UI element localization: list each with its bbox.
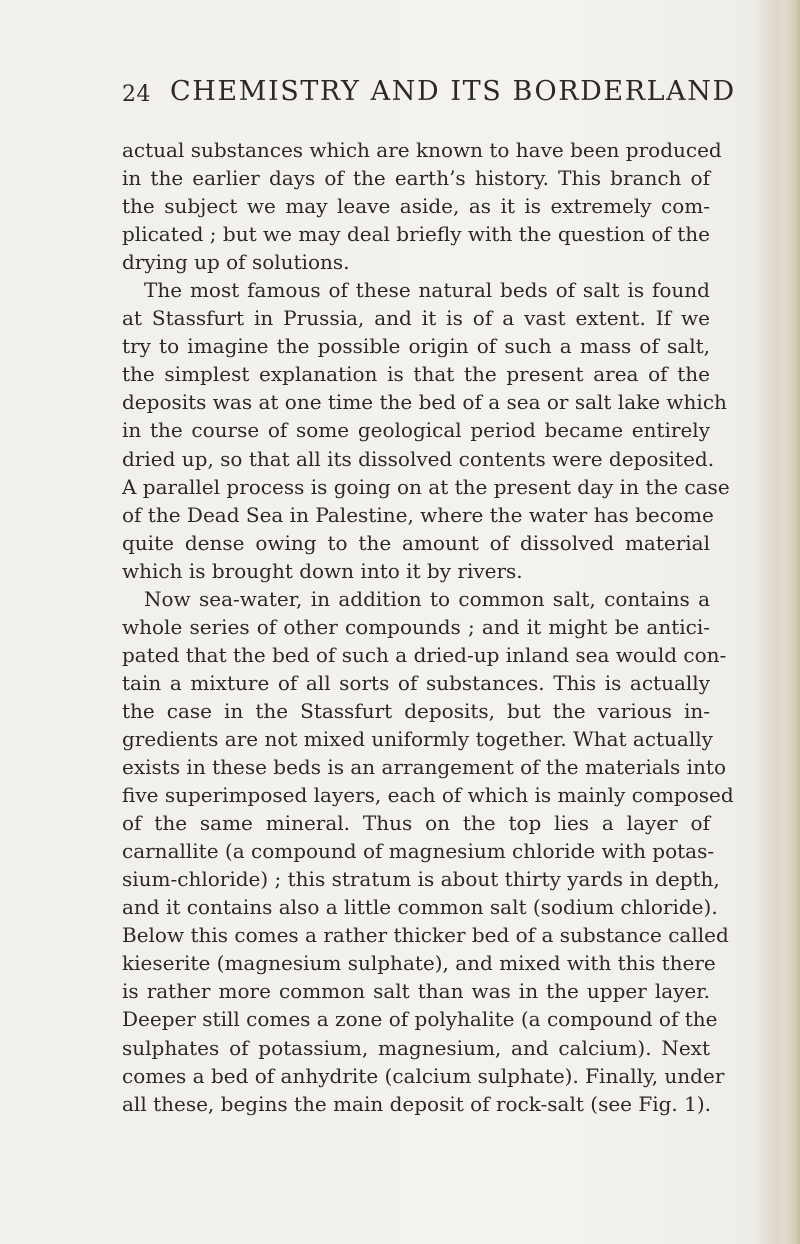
text-line: sulphates of potassium, magnesium, and calcium). Next <box>122 1035 710 1060</box>
text-line: comes a bed of anhydrite (calcium sulphate). Finally, under <box>122 1063 725 1088</box>
text-line: Below this comes a rather thicker bed of a substance called <box>122 923 729 948</box>
page-number: 24 <box>122 82 151 107</box>
body-text <box>122 136 734 1118</box>
paragraph-start-line: The most famous of these natural beds of salt is found <box>144 278 710 303</box>
text-line: all these, begins the main deposit of rock-salt (see Fig. 1). <box>122 1091 712 1116</box>
text-line: A parallel process is going on at the present day in the case <box>122 474 730 499</box>
text-line: exists in these beds is an arrangement of the materials into <box>122 755 727 780</box>
text-line: pated that the bed of such a dried-up inland sea would con- <box>122 642 727 667</box>
text-line: carnallite (a compound of magnesium chloride with potas- <box>122 839 715 864</box>
text-line: in the earlier days of the earth’s history. This branch of <box>122 166 710 191</box>
text-line: sium-chloride) ; this stratum is about thirty yards in depth, <box>122 867 720 892</box>
text-line: drying up of solutions. <box>122 250 350 275</box>
text-line: Deeper still comes a zone of polyhalite (a compound of the <box>122 1007 718 1032</box>
text-line: at Stassfurt in Prussia, and it is of a vast extent. If we <box>122 306 710 331</box>
text-line: try to imagine the possible origin of such a mass of salt, <box>122 334 710 359</box>
text-line: gredients are not mixed uniformly together. What actually <box>122 726 713 751</box>
text-line: the case in the Stassfurt deposits, but the various in- <box>122 698 710 723</box>
text-line: five superimposed layers, each of which is mainly composed <box>122 783 734 808</box>
text-line: which is brought down into it by rivers. <box>122 558 523 583</box>
text-line: actual substances which are known to have been produced <box>122 138 722 162</box>
text-line: quite dense owing to the amount of dissolved material <box>122 530 710 555</box>
running-head: CHEMISTRY AND ITS BORDERLAND <box>170 76 736 107</box>
text-line: of the same mineral. Thus on the top lies a layer of <box>122 811 710 836</box>
text-line: deposits was at one time the bed of a sea or salt lake which <box>122 390 727 415</box>
page-header <box>122 76 736 116</box>
text-line: kieserite (magnesium sulphate), and mixed with this there <box>122 951 716 976</box>
text-line: the subject we may leave aside, as it is extremely com- <box>122 194 710 219</box>
text-line: and it contains also a little common salt (sodium chloride). <box>122 895 718 920</box>
page-edge-shadow <box>774 0 800 1244</box>
text-line: dried up, so that all its dissolved contents were deposited. <box>122 446 715 471</box>
text-line: is rather more common salt than was in the upper layer. <box>122 979 710 1004</box>
paragraph-start-line: Now sea-water, in addition to common salt, contains a <box>144 586 710 611</box>
text-line: in the course of some geological period became entirely <box>122 418 710 443</box>
text-line: whole series of other compounds ; and it might be antici- <box>122 614 710 639</box>
text-line: tain a mixture of all sorts of substances. This is actually <box>122 670 710 695</box>
text-line: the simplest explanation is that the present area of the <box>122 362 710 387</box>
text-line: plicated ; but we may deal briefly with the question of the <box>122 222 710 247</box>
text-line: of the Dead Sea in Palestine, where the water has become <box>122 502 714 527</box>
